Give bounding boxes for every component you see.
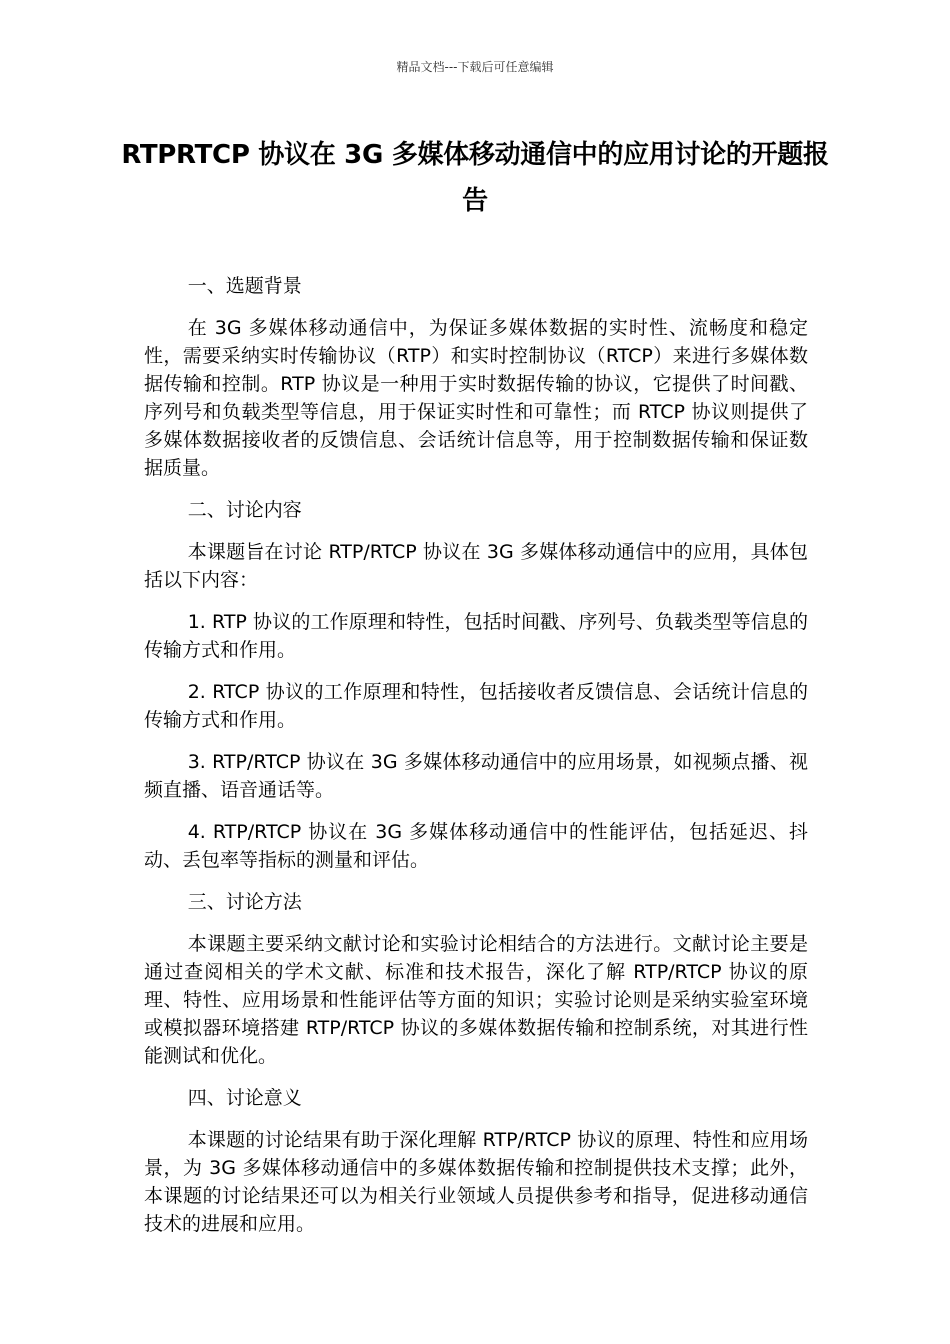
section-method: [144, 888, 808, 1070]
paragraph: 在 3G 多媒体移动通信中，为保证多媒体数据的实时性、流畅度和稳定性，需要采纳实时传输协议（RTP）和实时控制协议（RTCP）来进行多媒体数据传输和控制。RTP 协议是一种用于实时数据传输的协议，它提供了时间戳、序列号和负载类型等信息，用于保证实时性和可靠性；而 RTCP 协议则提供了多媒体数据接收者的反馈信息、会话统计信息等，用于控制数据传输和保证数据质量。: [144, 317, 808, 479]
section-heading: 二、讨论内容: [187, 499, 302, 521]
section-content: [144, 496, 808, 874]
list-item: 4. RTP/RTCP 协议在 3G 多媒体移动通信中的性能评估，包括延迟、抖动、丢包率等指标的测量和评估。: [144, 821, 808, 871]
section-background: [144, 272, 808, 482]
paragraph: 本课题主要采纳文献讨论和实验讨论相结合的方法进行。文献讨论主要是通过查阅相关的学术文献、标准和技术报告，深化了解 RTP/RTCP 协议的原理、特性、应用场景和性能评估等方面的知识；实验讨论则是采纳实验室环境或模拟器环境搭建 RTP/RTCP 协议的多媒体数据传输和控制系统，对其进行性能测试和优化。: [144, 933, 808, 1067]
page-header-note: 精品文档---下载后可任意编辑: [396, 60, 554, 74]
section-heading: 四、讨论意义: [187, 1087, 302, 1109]
list-item: 2. RTCP 协议的工作原理和特性，包括接收者反馈信息、会话统计信息的传输方式和作用。: [144, 681, 808, 731]
list-item: 3. RTP/RTCP 协议在 3G 多媒体移动通信中的应用场景，如视频点播、视频直播、语音通话等。: [144, 751, 808, 801]
list-item: 1. RTP 协议的工作原理和特性，包括时间戳、序列号、负载类型等信息的传输方式和作用。: [144, 611, 808, 661]
document-title: RTPRTCP 协议在 3G 多媒体移动通信中的应用讨论的开题报告: [121, 140, 829, 216]
section-significance: [144, 1084, 808, 1238]
section-heading: 三、讨论方法: [187, 891, 302, 913]
section-heading: 一、选题背景: [187, 275, 302, 297]
paragraph: 本课题的讨论结果有助于深化理解 RTP/RTCP 协议的原理、特性和应用场景，为 3G 多媒体移动通信中的多媒体数据传输和控制提供技术支撑；此外，本课题的讨论结果还可以为相关行业领域人员提供参考和指导，促进移动通信技术的进展和应用。: [144, 1129, 808, 1235]
document-body: [144, 272, 808, 1252]
paragraph: 本课题旨在讨论 RTP/RTCP 协议在 3G 多媒体移动通信中的应用，具体包括以下内容：: [144, 541, 808, 591]
